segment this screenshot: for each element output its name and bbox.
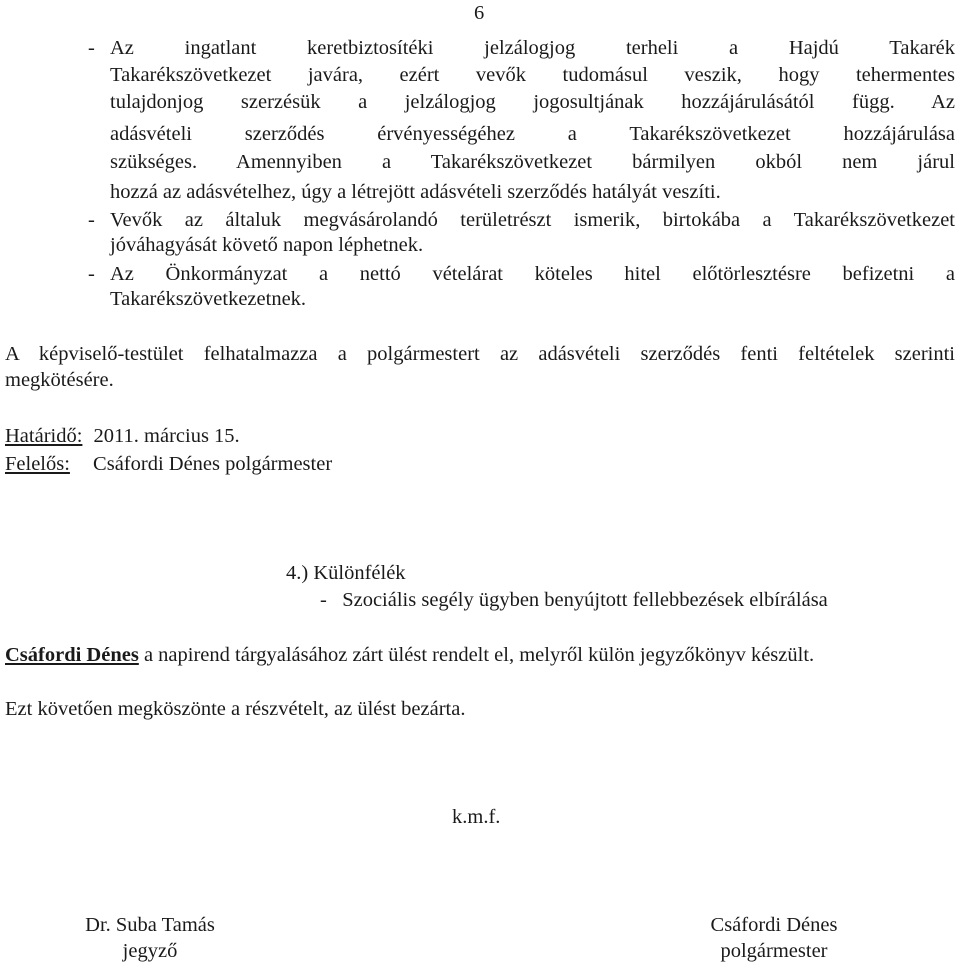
closing-paragraph: Ezt követően megköszönte a részvételt, az ülést bezárta.	[5, 698, 466, 720]
closed-session-text: a napirend tárgyalásához zárt ülést rendelt el, melyről külön jegyzőkönyv készült.	[138, 644, 815, 666]
deadline-row	[5, 425, 240, 448]
bullet-1-line-4: adásvételi szerződés érvényességéhez a Takarékszövetkezet hozzájárulása	[110, 123, 955, 145]
bullet-dash: -	[88, 37, 95, 59]
bullet-1-line-2: Takarékszövetkezet javára, ezért vevők tudomásul veszik, hogy tehermentes	[110, 64, 955, 86]
closed-session-paragraph	[5, 644, 814, 667]
page-number: 6	[474, 2, 485, 24]
bullet-1-line-6: hozzá az adásvételhez, úgy a létrejött adásvételi szerződés hatályát veszíti.	[110, 181, 721, 203]
deadline-label: Határidő:	[5, 425, 83, 447]
responsible-value: Csáfordi Dénes polgármester	[93, 453, 333, 475]
bullet-dash: -	[88, 263, 95, 285]
bullet-1-line-5: szükséges. Amennyiben a Takarékszövetkezet bármilyen okból nem járul	[110, 151, 955, 173]
kmf: k.m.f.	[452, 806, 501, 828]
resolution-line-1: A képviselő-testület felhatalmazza a polgármestert az adásvételi szerződés fenti feltételek szerinti	[5, 343, 955, 365]
signature-left	[74, 914, 226, 963]
signature-left-title: jegyző	[122, 940, 178, 962]
bullet-2-line-1: Vevők az általuk megvásárolandó területrészt ismerik, birtokába a Takarékszövetkezet	[110, 209, 955, 231]
signature-left-name: Dr. Suba Tamás	[85, 914, 215, 936]
responsible-label: Felelős:	[5, 453, 70, 475]
bullet-3-line-2: Takarékszövetkezetnek.	[110, 288, 307, 310]
bullet-1-line-3: tulajdonjog szerzésük a jelzálogjog jogosultjának hozzájárulásától függ. Az	[110, 91, 955, 113]
bullet-1-line-1: Az ingatlant keretbiztosítéki jelzálogjog terheli a Hajdú Takarék	[110, 37, 955, 59]
agenda-heading: 4.) Különfélék	[286, 562, 406, 584]
bullet-dash: -	[88, 209, 95, 231]
resolution-line-2: megkötésére.	[5, 369, 114, 391]
bullet-2-line-2: jóváhagyását követő napon léphetnek.	[110, 234, 424, 256]
closed-session-name: Csáfordi Dénes	[5, 644, 139, 666]
deadline-value: 2011. március 15.	[93, 425, 240, 447]
signature-right-name: Csáfordi Dénes	[710, 914, 838, 936]
bullet-3-line-1: Az Önkormányzat a nettó vételárat köteles hitel előtörlesztésre befizetni a	[110, 263, 955, 285]
signature-right	[694, 914, 854, 963]
responsible-row	[5, 453, 332, 476]
agenda-item: - Szociális segély ügyben benyújtott fellebbezések elbírálása	[320, 589, 828, 611]
signature-right-title: polgármester	[720, 940, 828, 962]
